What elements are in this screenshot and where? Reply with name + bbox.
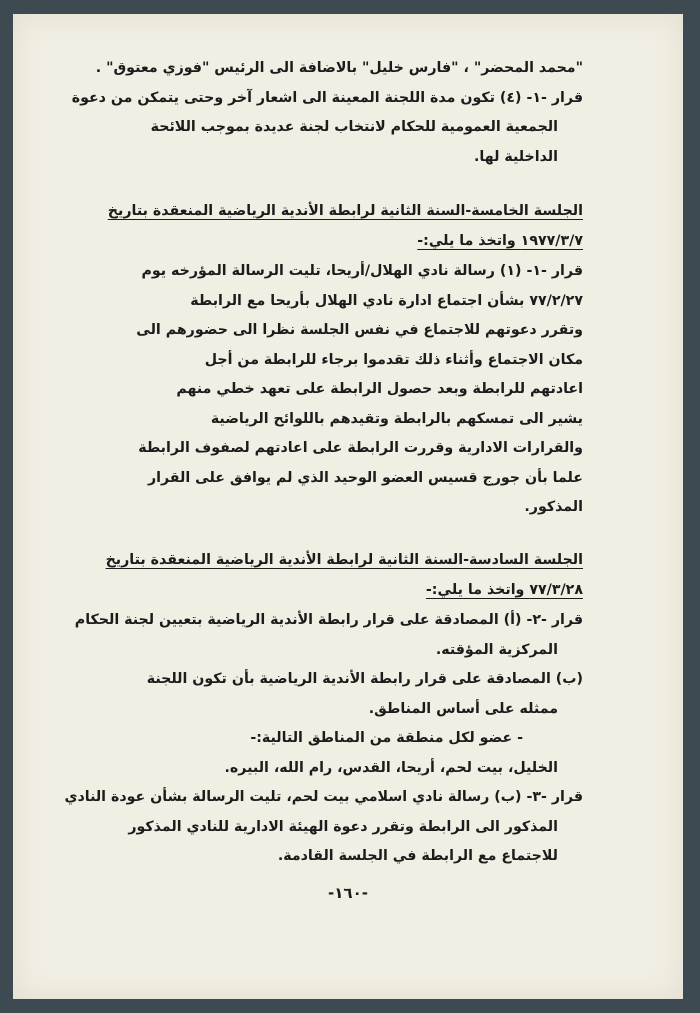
- text-line: المركزية المؤقته.: [435, 641, 558, 658]
- document-page: [13, 14, 683, 999]
- text-line: المذكور الى الرابطة وتقرر دعوة الهيئة الادارية للنادي المذكور: [128, 818, 558, 835]
- text-line: قرار -٢- (أ) المصادقة على قرار رابطة الأندية الرياضية بتعيين لجنة الحكام: [74, 612, 583, 628]
- text-line: الخليل، بيت لحم، أريحا، القدس، رام الله، البيره.: [224, 759, 558, 776]
- heading-sixth-session: [85, 546, 583, 605]
- heading-line: الجلسة الخامسة-السنة الثانية لرابطة الأندية الرياضية المنعقدة بتاريخ: [107, 203, 583, 219]
- text-line: قرار -١- (٤) تكون مدة اللجنة المعينة الى اشعار آخر وحتى يتمكن من دعوة: [71, 89, 583, 106]
- paragraph-referee-committee: [64, 606, 583, 872]
- text-line: ٧٧/٢/٢٧ بشأن اجتماع ادارة نادي الهلال بأريحا مع الرابطة: [190, 292, 583, 309]
- text-line: "محمد المحضر" ، "فارس خليل" بالاضافة الى الرئيس "فوزي معتوق" .: [95, 60, 583, 76]
- text-line: اعادتهم للرابطة وبعد حصول الرابطة على تعهد خطي منهم: [176, 381, 583, 397]
- text-line: - عضو لكل منطقة من المناطق التالية:-: [250, 730, 523, 746]
- text-line: المذكور.: [524, 499, 583, 515]
- text-line: يشير الى تمسكهم بالرابطة وتقيدهم باللوائح الرياضية: [210, 410, 583, 427]
- text-line: للاجتماع مع الرابطة في الجلسة القادمة.: [277, 848, 558, 864]
- text-line: علما بأن جورج قسيس العضو الوحيد الذي لم يوافق على القرار: [147, 469, 583, 486]
- text-line: وتقرر دعوتهم للاجتماع في نفس الجلسة نظرا الى حضورهم الى: [136, 322, 583, 338]
- heading-line: الجلسة السادسة-السنة الثانية لرابطة الأندية الرياضية المنعقدة بتاريخ: [105, 552, 583, 568]
- text-line: الجمعية العمومية للحكام لانتخاب لجنة عديدة بموجب اللائحة: [150, 119, 558, 135]
- paragraph-committee-term: [71, 54, 583, 172]
- heading-line: ١٩٧٧/٣/٧ واتخذ ما يلي:-: [417, 232, 583, 249]
- heading-line: ٧٧/٣/٢٨ واتخذ ما يلي:-: [425, 581, 583, 598]
- heading-fifth-session: [85, 197, 583, 256]
- text-line: مكان الاجتماع وأثناء ذلك تقدموا برجاء للرابطة من أجل: [204, 351, 583, 368]
- text-line: (ب) المصادقة على قرار رابطة الأندية الرياضية بأن تكون اللجنة: [146, 671, 583, 687]
- text-line: قرار -١- (١) رسالة نادي الهلال/أريحا، تليت الرسالة المؤرخه يوم: [141, 263, 583, 279]
- text-line: والقرارات الادارية وقررت الرابطة على اعادتهم لصفوف الرابطة: [138, 440, 583, 456]
- paragraph-hilal-club: [85, 257, 583, 523]
- page-number: -١٦٠-: [328, 884, 368, 902]
- text-line: ممثله على أساس المناطق.: [368, 700, 558, 717]
- text-line: قرار -٣- (ب) رسالة نادي اسلامي بيت لحم، تليت الرسالة بشأن عودة النادي: [64, 789, 583, 805]
- text-line: الداخلية لها.: [473, 148, 558, 165]
